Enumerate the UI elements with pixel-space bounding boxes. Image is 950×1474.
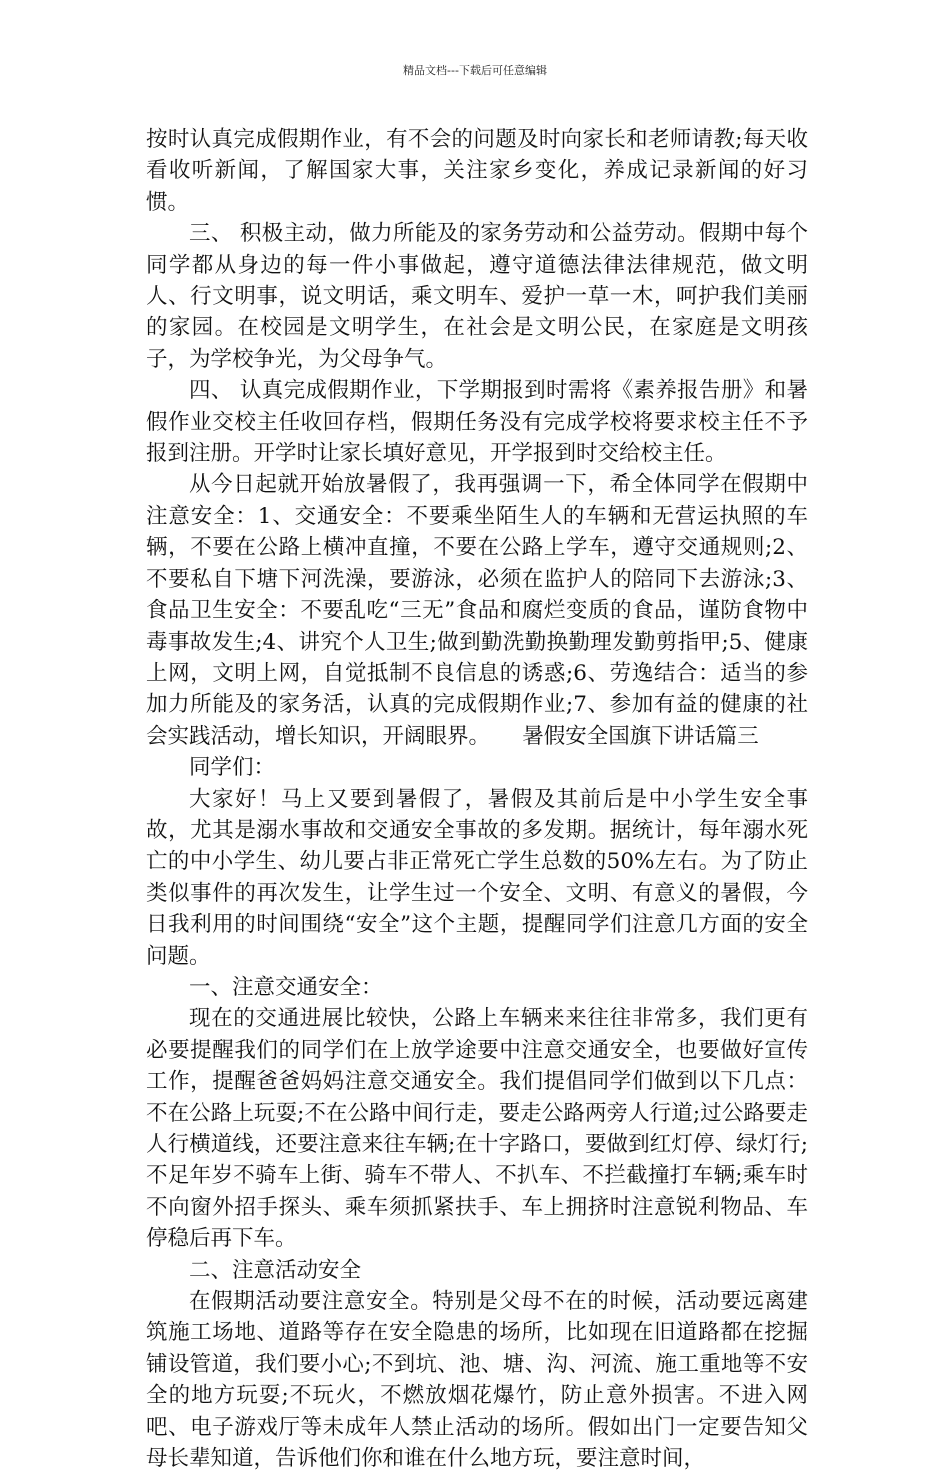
section-heading-activity: 二、注意活动安全 (189, 1257, 362, 1283)
page-header: 精品文档---下载后可任意编辑 (403, 64, 547, 77)
paragraph-10: 在假期活动要注意安全。特别是父母不在的时候，活动要远离建筑施工场地、道路等存在安全隐患的场所，比如现在旧道路都在挖掘铺设管道，我们要小心;不到坑、池、塘、沟、河流、施工重地等不安全的地方玩耍;不玩火，不燃放烟花爆竹，防止意外损害。不进入网吧、电子游戏厅等未成年人禁止活动的场所。假如出门一定要告知父母长辈知道，告诉他们你和谁在什么地方玩，要注意时间， (146, 1289, 808, 1472)
greeting: 同学们： (189, 755, 276, 781)
paragraph-8: 现在的交通进展比较快，公路上车辆来来往往非常多，我们更有必要提醒我们的同学们在上放学途要中注意交通安全，也要做好宣传工作，提醒爸爸妈妈注意交通安全。我们提倡同学们做到以下几点：不在公路上玩耍;不在公路中间行走，要走公路两旁人行道;过公路要走人行横道线，还要注意来往车辆;在十字路口，要做到红灯停、绿灯行;不足年岁不骑车上街、骑车不带人、不扒车、不拦截撞打车辆;乘车时不向窗外招手探头、乘车须抓紧扶手、车上拥挤时注意锐利物品、车停稳后再下车。 (146, 1006, 808, 1252)
paragraph-4: 从今日起就开始放暑假了，我再强调一下，希全体同学在假期中注意安全：1、交通安全：不要乘坐陌生人的车辆和无营运执照的车辆，不要在公路上横冲直撞，不要在公路上学车，遵守交通规则;2、不要私自下塘下河洗澡，要游泳，必须在监护人的陪同下去游泳;3、食品卫生安全：不要乱吃“三无”食品和腐烂变质的食品，谨防食物中毒事故发生;4、讲究个人卫生;做到勤洗勤换勤理发勤剪指甲;5、健康上网，文明上网，自觉抵制不良信息的诱惑;6、劳逸结合：适当的参加力所能及的家务活，认真的完成假期作业;7、参加有益的健康的社会实践活动，增长知识，开阔眼界。 暑假安全国旗下讲话篇三 (146, 472, 808, 749)
paragraph-6: 大家好！马上又要到暑假了，暑假及其前后是中小学生安全事故，尤其是溺水事故和交通安全事故的多发期。据统计，每年溺水死亡的中小学生、幼儿要占非正常死亡学生总数的50%左右。为了防止类似事件的再次发生，让学生过一个安全、文明、有意义的暑假，今日我利用的时间围绕“安全”这个主题，提醒同学们注意几方面的安全问题。 (146, 786, 808, 969)
paragraph-1: 按时认真完成假期作业，有不会的问题及时向家长和老师请教;每天收看收听新闻，了解国家大事，关注家乡变化，养成记录新闻的好习惯。 (146, 127, 808, 215)
section-heading-traffic: 一、注意交通安全： (189, 974, 383, 1000)
paragraph-3: 四、 认真完成假期作业，下学期报到时需将《素养报告册》和暑假作业交校主任收回存档，假期任务没有完成学校将要求校主任不予报到注册。开学时让家长填好意见，开学报到时交给校主任。 (146, 378, 808, 467)
paragraph-2: 三、 积极主动，做力所能及的家务劳动和公益劳动。假期中每个同学都从身边的每一件小事做起，遵守道德法律法律规范，做文明人、行文明事，说文明话，乘文明车、爱护一草一木，呵护我们美丽的家园。在校园是文明学生，在社会是文明公民，在家庭是文明孩子，为学校争光，为父母争气。 (146, 221, 808, 372)
document-body (146, 124, 808, 1474)
